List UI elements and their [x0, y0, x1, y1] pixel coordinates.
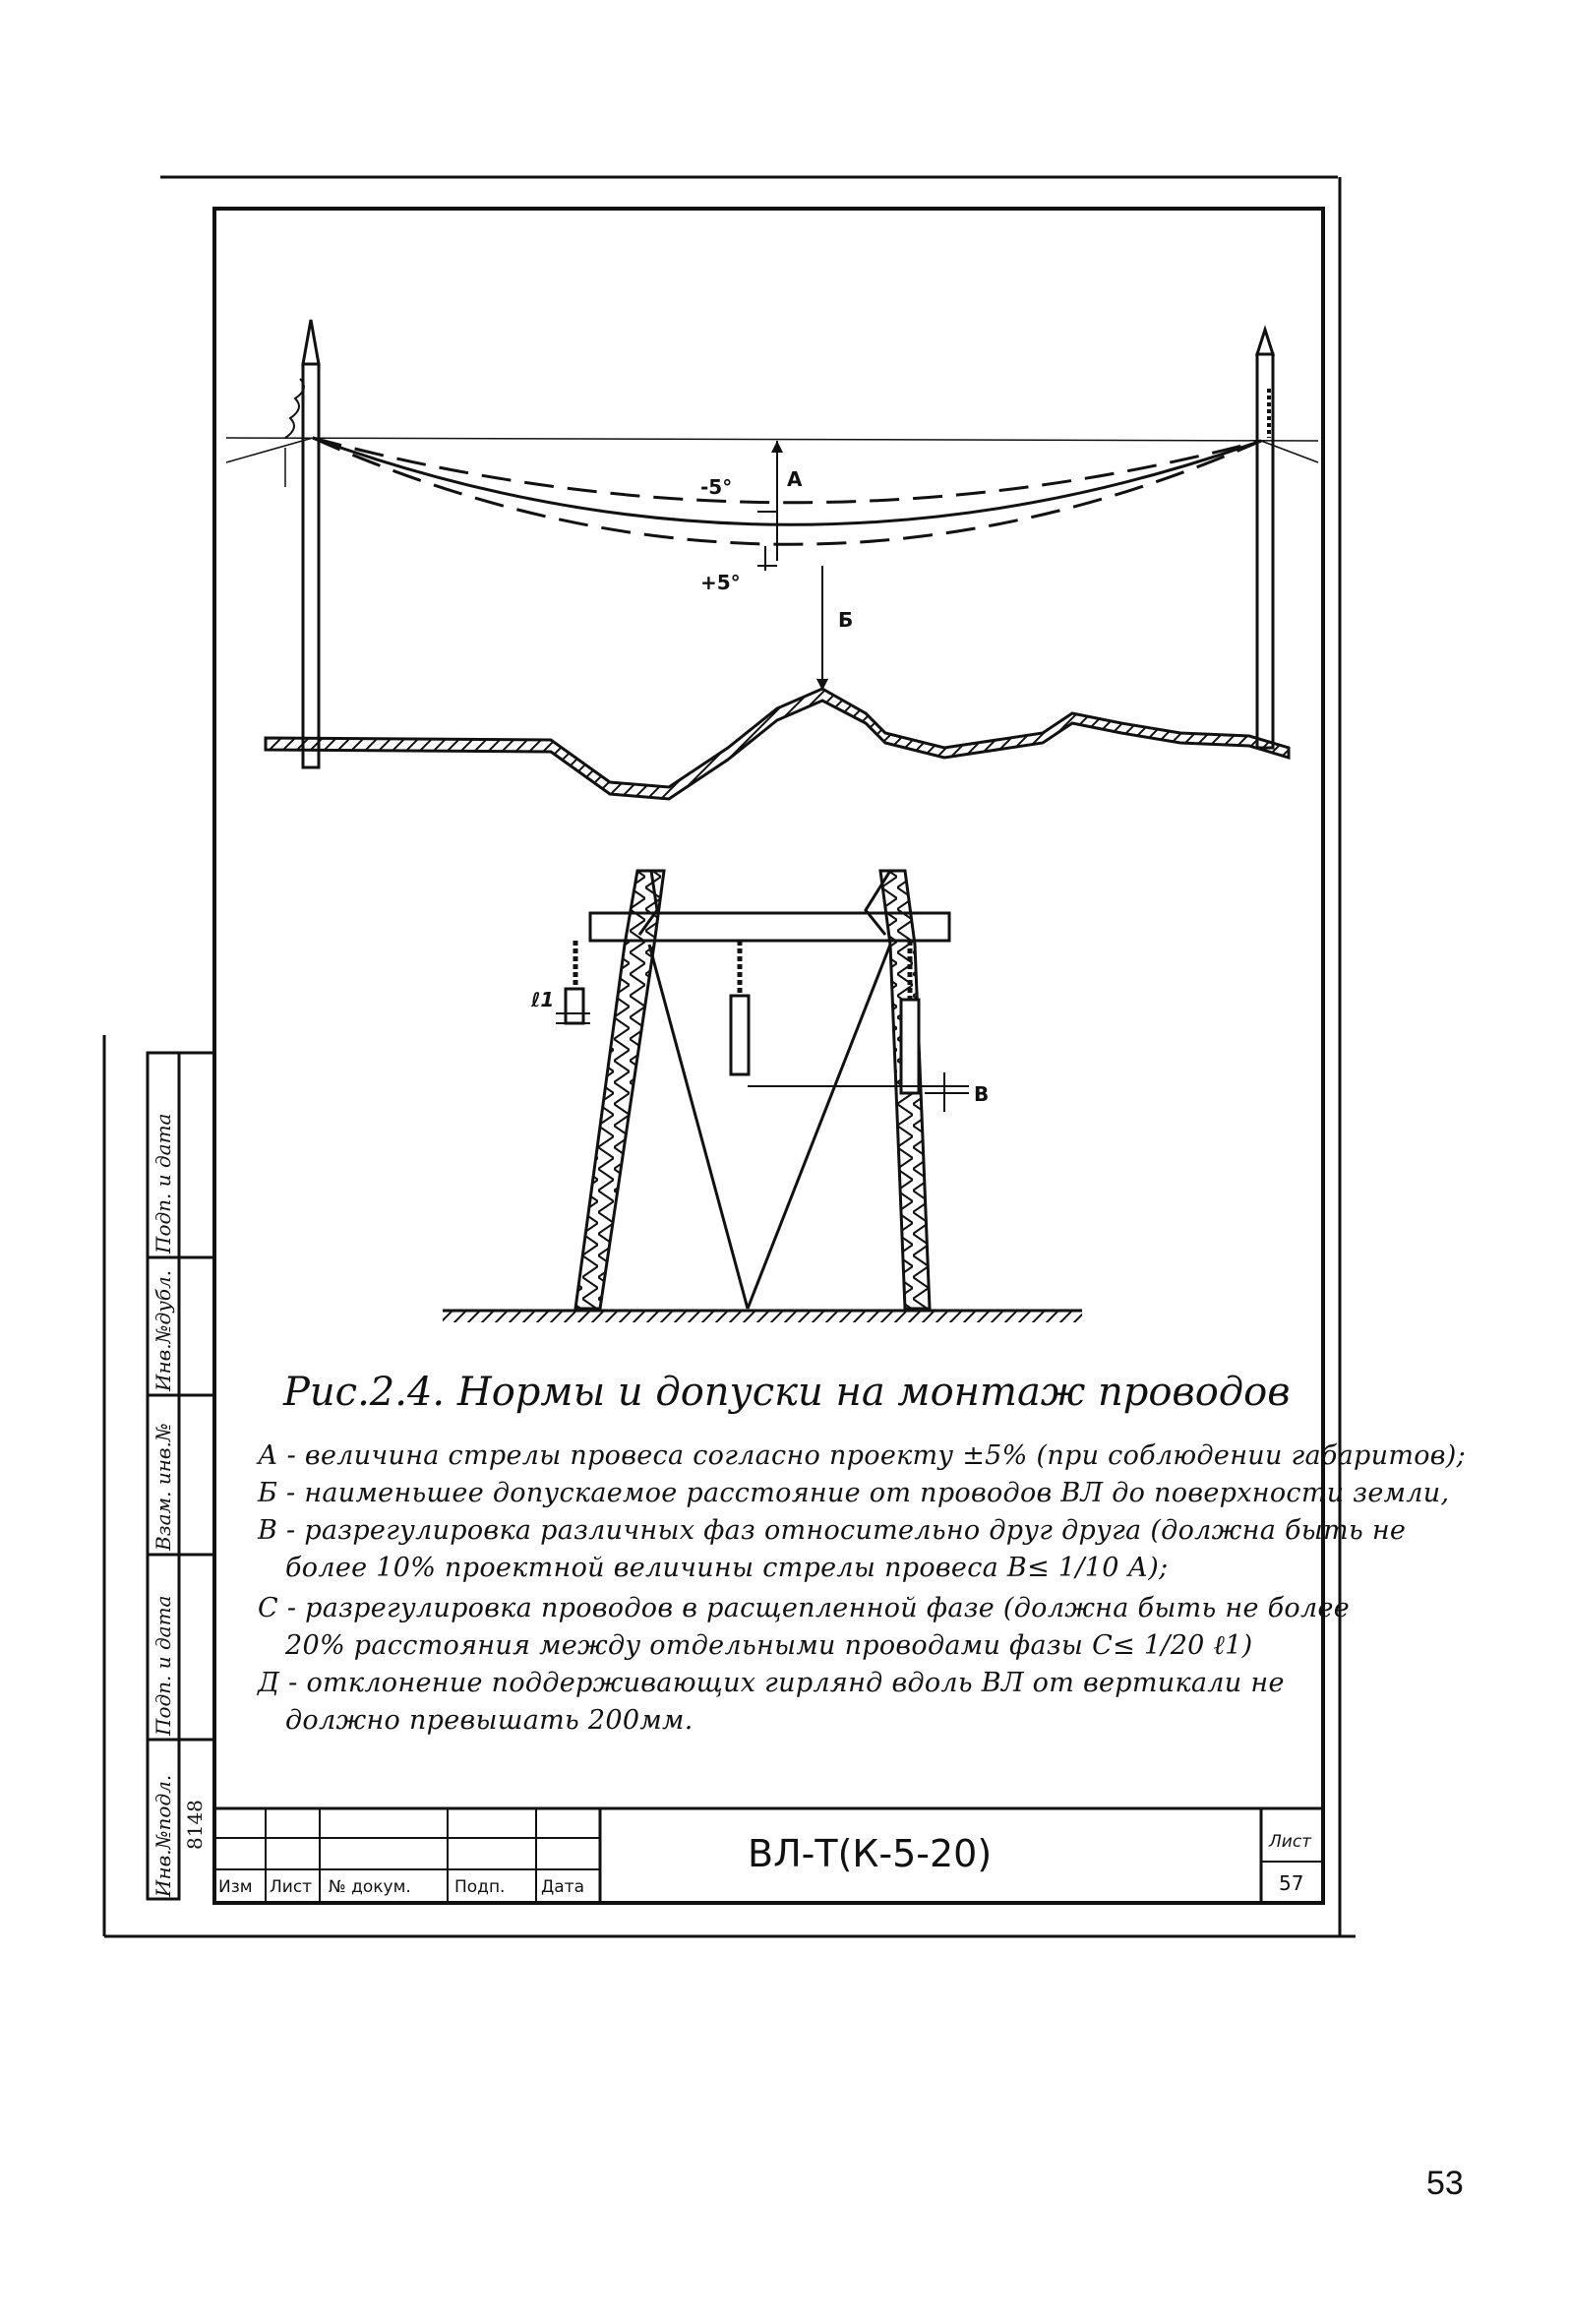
tb-col-podp: Подп. — [454, 1877, 506, 1897]
note-line-c-cont: 20% расстояния между отдельными проводами фазы С≤ 1/20 ℓ1) — [285, 1630, 1253, 1661]
stamp-vzam-inv: Взам. инв.№ — [151, 1423, 175, 1551]
label-offset-v: В — [974, 1082, 990, 1106]
label-l1: ℓ1 — [531, 988, 555, 1011]
stamp-podp-data-2: Подп. и дата — [151, 1113, 175, 1254]
page-number: 53 — [1426, 2165, 1464, 2202]
note-line-d: Д - отклонение поддерживающих гирлянд вдоль ВЛ от вертикали не — [258, 1668, 1285, 1698]
span-diagram — [226, 320, 1318, 767]
tb-col-doc: № докум. — [329, 1877, 411, 1897]
tb-col-data: Дата — [541, 1877, 585, 1897]
stamp-inv-podl: Инв.№подл. — [151, 1774, 175, 1897]
doc-code: ВЛ-Т(К-5-20) — [748, 1832, 993, 1875]
note-line-c: С - разрегулировка проводов в расщепленной фазе (должна быть не более — [258, 1593, 1351, 1623]
note-line-a: А - величина стрелы провеса согласно проекту ±5% (при соблюдении габаритов); — [258, 1440, 1467, 1471]
note-line-v-cont: более 10% проектной величины стрелы провеса В≤ 1/10 А); — [285, 1553, 1169, 1583]
note-line-d-cont: должно превышать 200мм. — [285, 1705, 694, 1736]
stamp-inv-number: 8148 — [183, 1800, 207, 1850]
stamp-inv-dubl: Инв.№дубл. — [151, 1269, 175, 1391]
label-plus5: +5° — [700, 571, 741, 594]
tb-col-izm: Изм — [218, 1877, 253, 1897]
terrain-profile — [266, 689, 1289, 799]
tb-col-list: Лист — [270, 1877, 313, 1897]
sheet-number: 57 — [1279, 1871, 1304, 1895]
sheet-label: Лист — [1269, 1832, 1312, 1852]
label-minus5: -5° — [700, 475, 733, 499]
label-clearance-b: Б — [838, 608, 854, 632]
note-line-b: Б - наименьшее допускаемое расстояние от проводов ВЛ до поверхности земли, — [258, 1478, 1450, 1508]
label-sag-a: А — [787, 467, 803, 491]
note-line-v: В - разрегулировка различных фаз относительно друг друга (должна быть не — [258, 1515, 1407, 1546]
figure-caption: Рис.2.4. Нормы и допуски на монтаж проводов — [283, 1370, 1291, 1415]
stamp-podp-data-1: Подп. и дата — [151, 1595, 175, 1736]
